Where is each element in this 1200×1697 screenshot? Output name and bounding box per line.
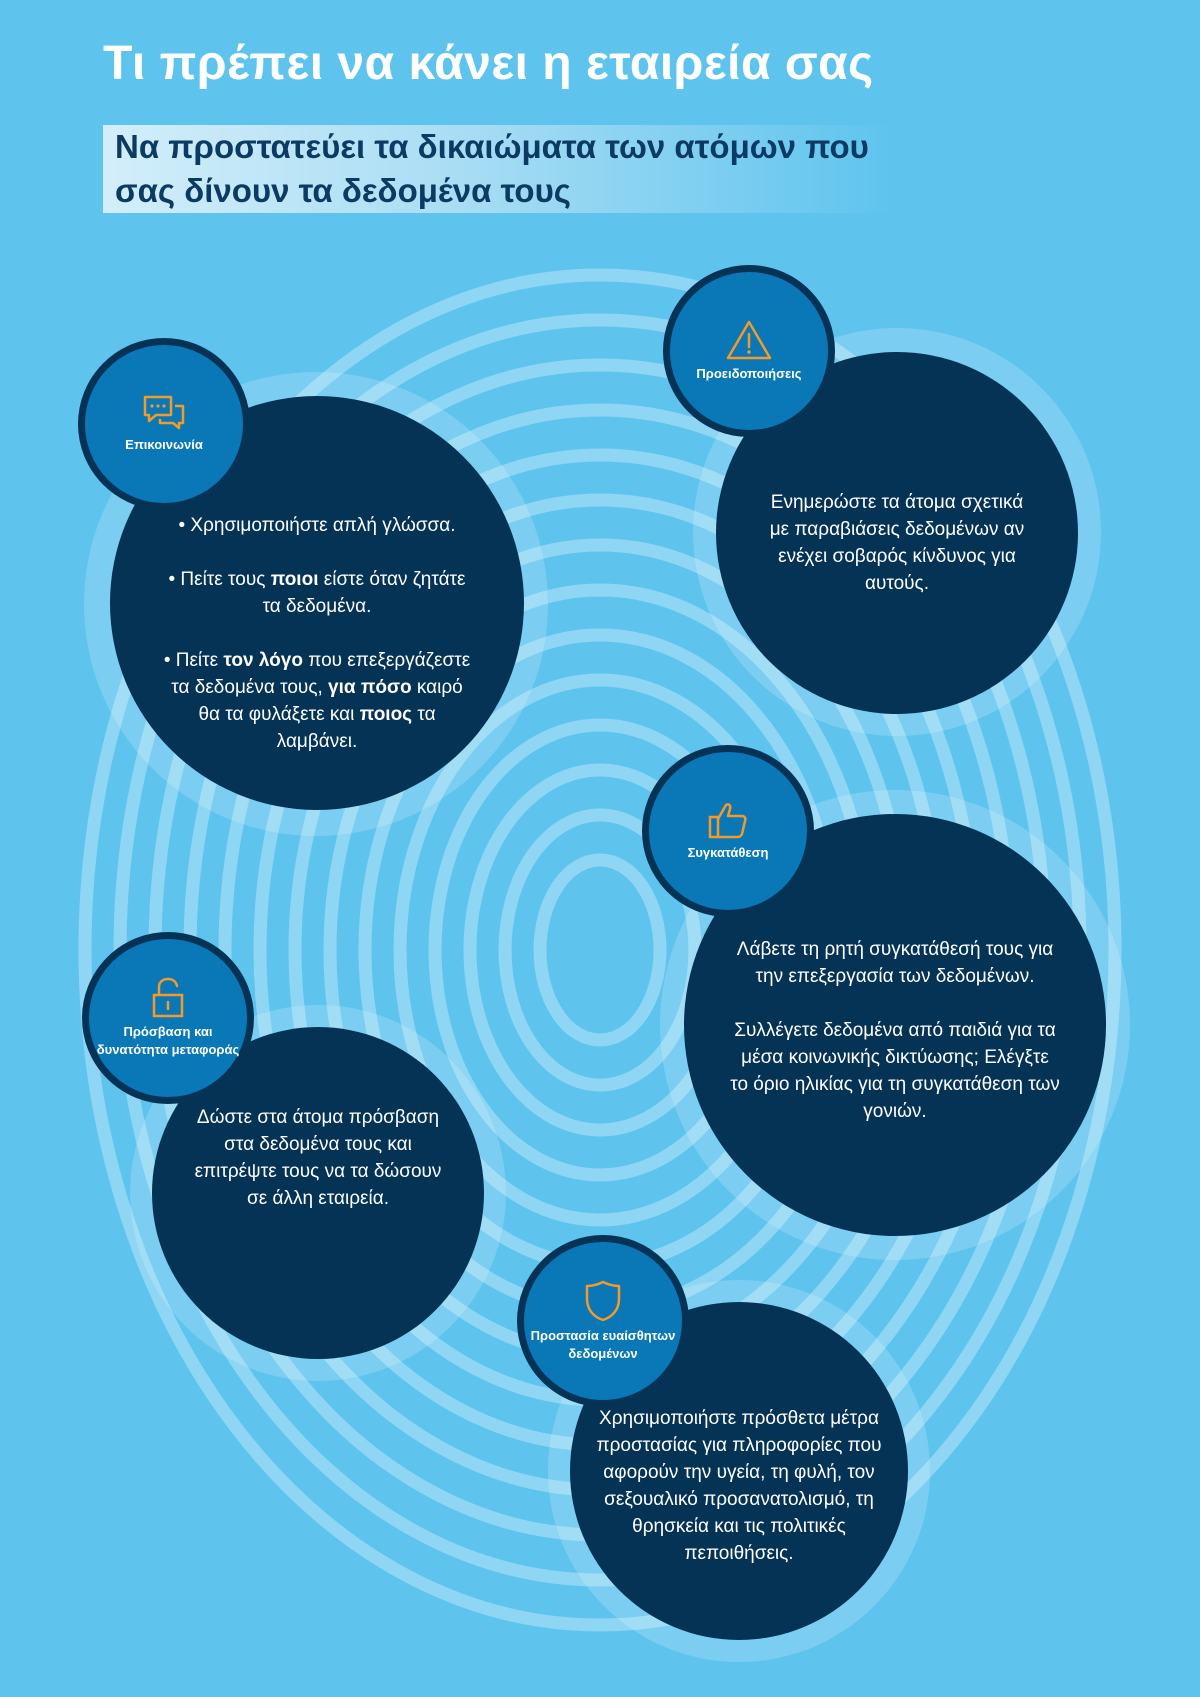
thumbs-up-icon xyxy=(707,800,749,840)
access-text: Δώστε στα άτομα πρόσβαση στα δεδομένα τους και επιτρέψτε τους να τα δώσουν σε άλλη εταιρεία. xyxy=(194,1107,442,1209)
sensitive-text: Χρησιμοποιήστε πρόσθετα μέτρα προστασίας για πληροφορίες που αφορούν την υγεία, τη φυλή, τον σεξουαλικό προσανατολισμό, τη θρησκεία και τις πολιτικές πεποιθήσεις. xyxy=(596,1408,882,1564)
access-label: Πρόσβαση και δυνατότητα μεταφοράς xyxy=(96,1024,240,1057)
access-badge xyxy=(82,932,254,1104)
communication-point-3: • Πείτε τον λόγο που επεξεργάζεστε τα δεδομένα τους, για πόσο καιρό θα τα φυλάξετε και ποιος τα λαμβάνει. xyxy=(163,649,471,752)
communication-point-1: • Χρησιμοποιήστε απλή γλώσσα. xyxy=(178,514,456,536)
warnings-text: Ενημερώστε τα άτομα σχετικά με παραβιάσεις δεδομένων αν ενέχει σοβαρός κίνδυνος για αυτούς. xyxy=(769,492,1025,594)
consent-badge xyxy=(642,745,814,917)
communication-label: Επικοινωνία xyxy=(125,437,203,452)
warnings-label: Προειδοποιήσεις xyxy=(696,366,802,381)
consent-point-2: Συλλέγετε δεδομένα από παιδιά για τα μέσα κοινωνικής δικτύωσης; Ελέγξτε το όριο ηλικίας για τη συγκατάθεση των γονιών. xyxy=(730,1019,1060,1122)
subtitle-line-1: Να προστατεύει τα δικαιώματα των ατόμων που xyxy=(115,128,869,165)
sensitive-label: Προστασία ευαίσθητων δεδομένων xyxy=(530,1328,676,1361)
communication-point-2: • Πείτε τους ποιοι είστε όταν ζητάτε τα δεδομένα. xyxy=(168,568,466,617)
subtitle-line-2: σας δίνουν τα δεδομένα τους xyxy=(115,172,571,209)
sensitive-badge xyxy=(517,1235,689,1407)
warning-triangle-icon xyxy=(725,319,773,361)
subtitle-banner xyxy=(103,125,893,213)
unlocked-padlock-icon xyxy=(151,977,185,1019)
chat-bubbles-icon xyxy=(142,394,186,432)
consent-point-1: Λάβετε τη ρητή συγκατάθεσή τους για την επεξεργασία των δεδομένων. xyxy=(736,938,1054,987)
page-title: Τι πρέπει να κάνει η εταιρεία σας xyxy=(103,37,874,90)
communication-badge xyxy=(78,338,250,510)
consent-label: Συγκατάθεση xyxy=(687,845,769,860)
shield-icon xyxy=(584,1279,622,1323)
warnings-badge xyxy=(663,265,835,437)
